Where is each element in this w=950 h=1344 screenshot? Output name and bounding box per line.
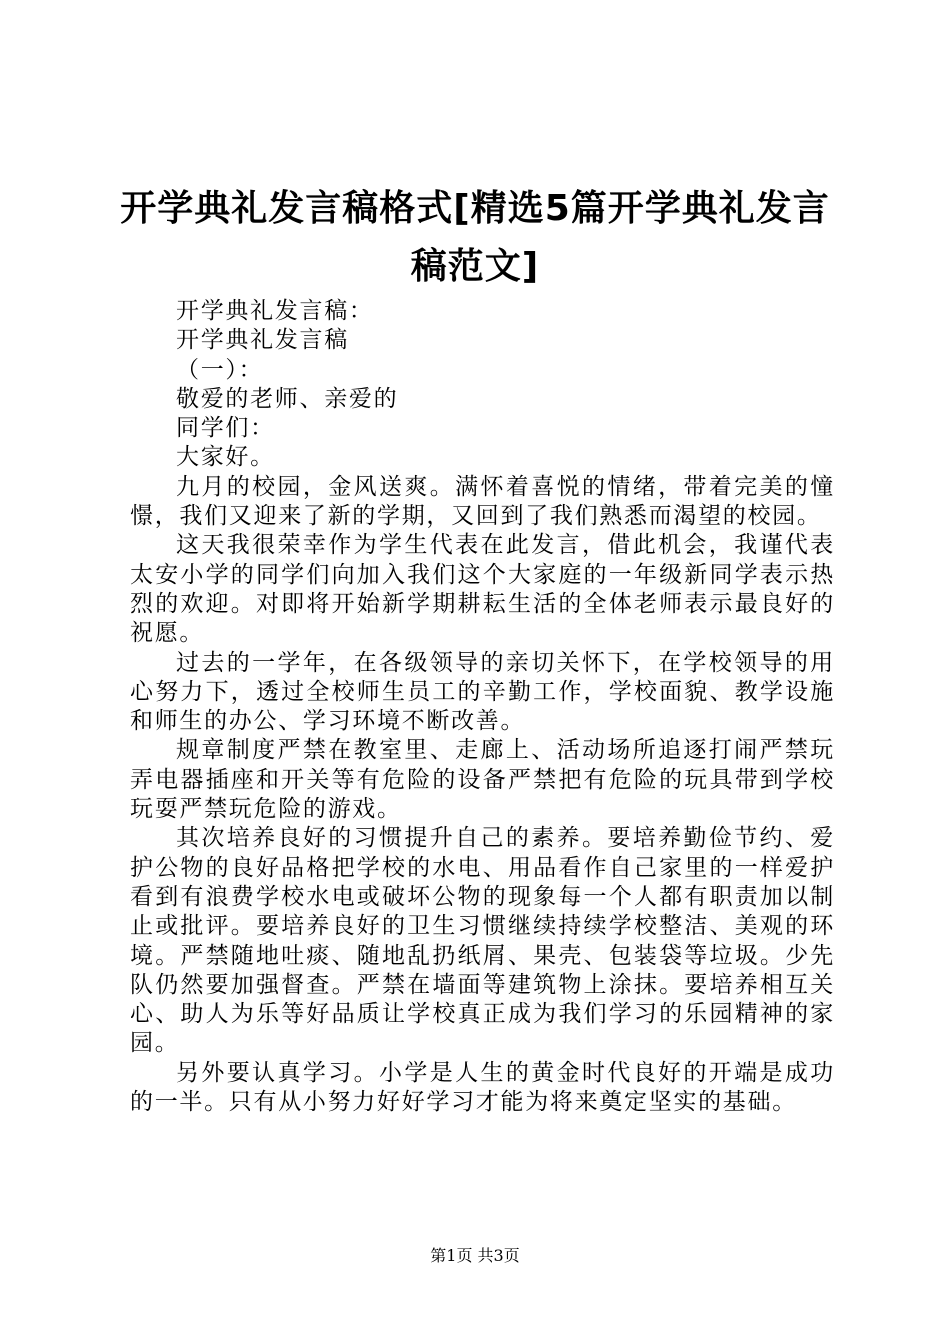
paragraph: 九月的校园，金风送爽。满怀着喜悦的情绪，带着完美的憧憬，我们又迎来了新的学期，又回到了我们熟悉而渴望的校园。 [130, 473, 835, 530]
paragraph: 开学典礼发言稿 [176, 327, 349, 354]
page-number-footer: 第1页 共3页 [430, 1246, 520, 1265]
paragraph: 这天我很荣幸作为学生代表在此发言，借此机会，我谨代表太安小学的同学们向加入我们这个大家庭的一年级新同学表示热烈的欢迎。对即将开始新学期耕耘生活的全体老师表示最良好的祝愿。 [130, 532, 835, 647]
paragraph: 过去的一学年，在各级领导的亲切关怀下，在学校领导的用心努力下，透过全校师生员工的辛勤工作，学校面貌、教学设施和师生的办公、学习环境不断改善。 [130, 649, 835, 735]
paragraph: 其次培养良好的习惯提升自己的素养。要培养勤俭节约、爱护公物的良好品格把学校的水电、用品看作自己家里的一样爱护看到有浪费学校水电或破坏公物的现象每一个人都有职责加以制止或批评。要培养良好的卫生习惯继续持续学校整洁、美观的环境。严禁随地吐痰、随地乱扔纸屑、果壳、包装袋等垃圾。少先队仍然要加强督查。严禁在墙面等建筑物上涂抹。要培养相互关心、助人为乐等好品质让学校真正成为我们学习的乐园精神的家园。 [130, 825, 835, 1057]
paragraph: 另外要认真学习。小学是人生的黄金时代良好的开端是成功的一半。只有从小努力好好学习才能为将来奠定坚实的基础。 [130, 1059, 835, 1116]
document-body [130, 297, 835, 1117]
paragraph: 同学们： [176, 415, 275, 442]
paragraph: 大家好。 [176, 444, 275, 471]
paragraph: 敬爱的老师、亲爱的 [176, 385, 399, 412]
paragraph: （一）： [176, 356, 264, 383]
document-title: 开学典礼发言稿格式[精选5篇开学典礼发言稿范文] [120, 188, 830, 287]
paragraph: 规章制度严禁在教室里、走廊上、活动场所追逐打闹严禁玩弄电器插座和开关等有危险的设备严禁把有危险的玩具带到学校玩耍严禁玩危险的游戏。 [130, 737, 835, 823]
paragraph: 开学典礼发言稿： [176, 298, 374, 324]
